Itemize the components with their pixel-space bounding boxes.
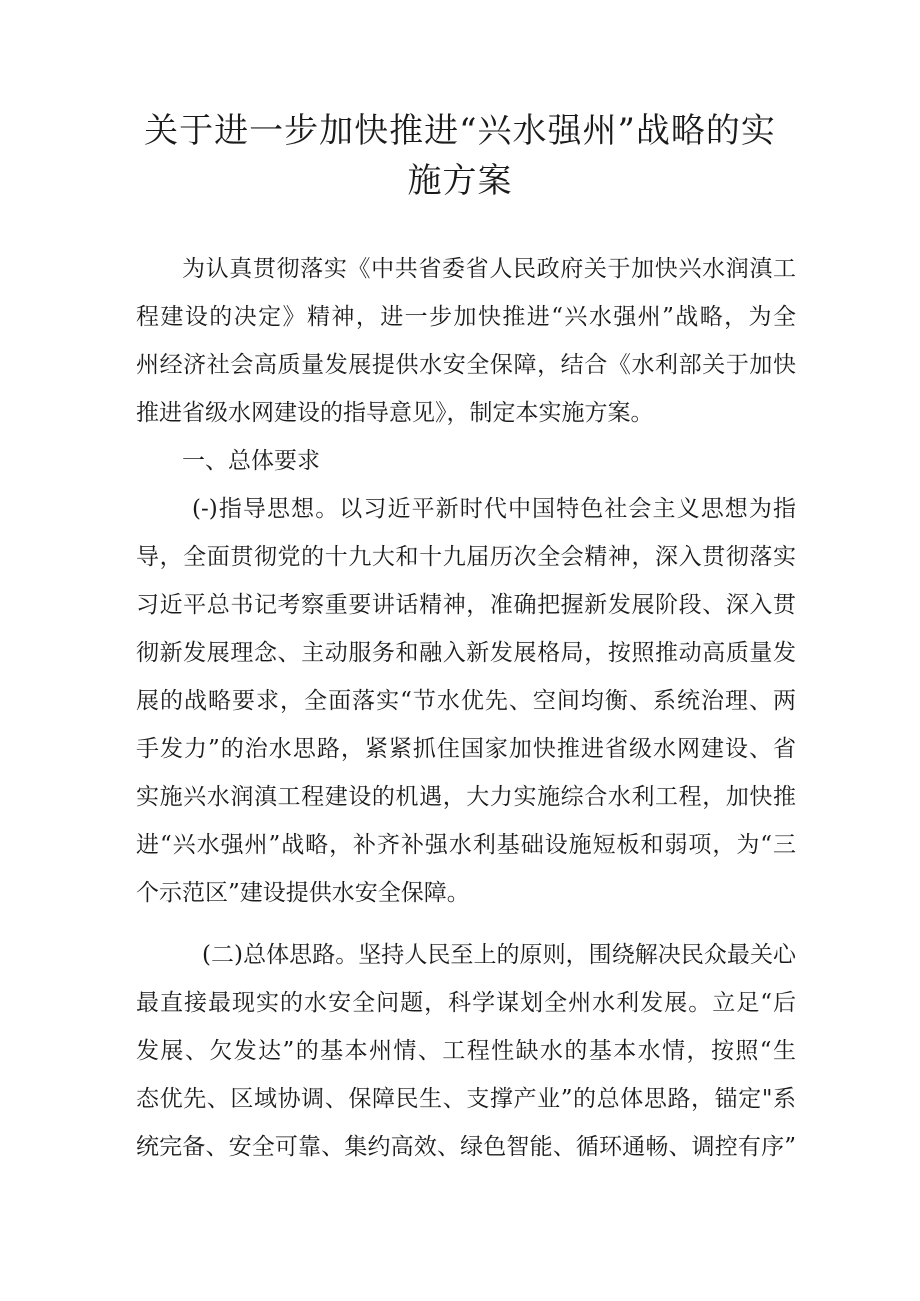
text-line: 实施兴水润滇工程建设的机遇，大力实施综合水利工程，加快推 [136,784,796,810]
document-title [130,106,790,206]
overall-approach-paragraph [136,931,796,1171]
section-heading [136,437,796,485]
text-line: 最直接最现实的水安全问题，科学谋划全州水利发展。立足“后 [136,990,796,1016]
text-line: 州经济社会高质量发展提供水安全保障，结合《水利部关于加快 [136,352,796,378]
text-line: 程建设的决定》精神，进一步加快推进“兴水强州”战略，为全 [136,304,796,330]
text-line: 彻新发展理念、主动服务和融入新发展格局，按照推动高质量发 [136,640,796,666]
text-line: 手发力”的治水思路，紧紧抓住国家加快推进省级水网建设、省 [136,736,796,762]
guiding-thought-paragraph [136,485,796,917]
text-line: 导，全面贯彻党的十九大和十九届历次全会精神，深入贯彻落实 [136,544,796,570]
text-line: (二)总体思路。坚持人民至上的原则，围绕解决民众最关心 [202,942,796,968]
text-line: 统完备、安全可靠、集约高效、绿色智能、循环通畅、调控有序” [136,1134,796,1160]
section-1-heading: 一、总体要求 [182,448,320,474]
text-line: 展的战略要求，全面落实“节水优先、空间均衡、系统治理、两 [136,688,796,714]
paragraph-gap [136,917,796,931]
text-line: 个示范区”建设提供水安全保障。 [136,880,470,906]
text-line: (-)指导思想。以习近平新时代中国特色社会主义思想为指 [192,496,796,522]
text-line: 进“兴水强州”战略，补齐补强水利基础设施短板和弱项，为“三 [136,832,796,858]
document-body [136,245,796,1171]
text-line: 为认真贯彻落实《中共省委省人民政府关于加快兴水润滇工 [182,256,796,282]
text-line: 态优先、区域协调、保障民生、支撑产业”的总体思路，锚定"系 [136,1086,796,1112]
text-line: 发展、欠发达”的基本州情、工程性缺水的基本水情，按照“生 [136,1038,796,1064]
text-line: 习近平总书记考察重要讲话精神，准确把握新发展阶段、深入贯 [136,592,796,618]
intro-paragraph [136,245,796,437]
text-line: 推进省级水网建设的指导意见》，制定本实施方案。 [136,400,654,426]
title-line-1: 关于进一步加快推进“兴水强州”战略的实 [144,111,776,151]
title-line-2: 施方案 [407,161,513,201]
